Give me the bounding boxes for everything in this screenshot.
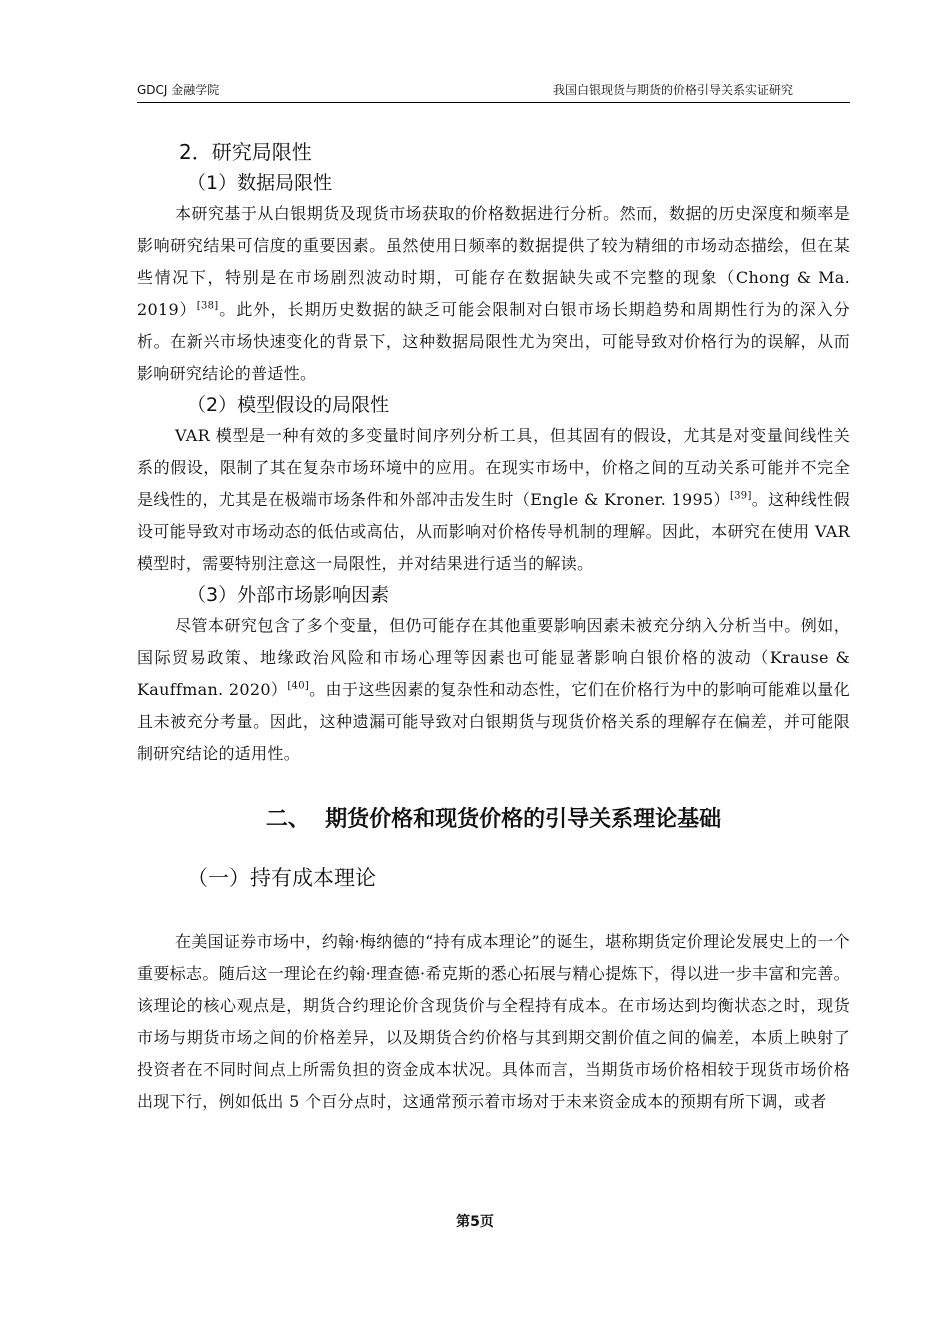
citation-38: [38]	[196, 300, 219, 312]
page-body	[137, 132, 850, 1118]
page-header	[137, 78, 850, 103]
citation-40: [40]	[287, 680, 310, 692]
paragraph-data-limitations: 本研究基于从白银期货及现货市场获取的价格数据进行分析。然而，数据的历史深度和频率是影响研究结果可信度的重要因素。虽然使用日频率的数据提供了较为精细的市场动态描绘，但在某些情况下，特别是在市场剧烈波动时期，可能存在数据缺失或不完整的现象（Chong & Ma. 2019）[38]。此外，长期历史数据的缺乏可能会限制对白银市场长期趋势和周期性行为的深入分析。在新兴市场快速变化的背景下，这种数据局限性尤为突出，可能导致对价格行为的误解，从而影响研究结论的普适性。	[137, 204, 851, 383]
chapter-title: 二、 期货价格和现货价格的引导关系理论基础	[265, 807, 722, 832]
header-institution: GDCJ 金融学院	[137, 83, 220, 97]
section-heading-limitations: 2．研究局限性	[179, 140, 312, 164]
subheading-external-factors: （3）外部市场影响因素	[187, 584, 390, 606]
paragraph-external-factors: 尽管本研究包含了多个变量，但仍可能存在其他重要影响因素未被充分纳入分析当中。例如，国际贸易政策、地缘政治风险和市场心理等因素也可能显著影响白银价格的波动（Krause & Kauffman. 2020）[40]。由于这些因素的复杂性和动态性，它们在价格行为中的影响可能难以量化且未被充分考量。因此，这种遗漏可能导致对白银期货与现货价格关系的理解存在偏差，并可能限制研究结论的适用性。	[137, 616, 850, 763]
paragraph-model-assumptions: VAR 模型是一种有效的多变量时间序列分析工具，但其固有的假设，尤其是对变量间线性关系的假设，限制了其在复杂市场环境中的应用。在现实市场中，价格之间的互动关系可能并不完全是线性的，尤其是在极端市场条件和外部冲击发生时（Engle & Kroner. 1995）[39]。这种线性假设可能导致对市场动态的低估或高估，从而影响对价格传导机制的理解。因此，本研究在使用 VAR 模型时，需要特别注意这一局限性，并对结果进行适当的解读。	[137, 426, 850, 573]
page-number: 第5页	[456, 1214, 494, 1230]
citation-39: [39]	[729, 490, 752, 502]
subheading-data-limitations: （1）数据局限性	[187, 172, 333, 194]
paragraph-cost-of-carry: 在美国证券市场中，约翰·梅纳德的“持有成本理论”的诞生，堪称期货定价理论发展史上的一个重要标志。随后这一理论在约翰·理查德·希克斯的悉心拓展与精心提炼下，得以进一步丰富和完善。该理论的核心观点是，期货合约理论价含现货价与全程持有成本。在市场达到均衡状态之时，现货市场与期货市场之间的价格差异，以及期货合约价格与其到期交割价值之间的偏差，本质上映射了投资者在不同时间点上所需负担的资金成本状况。具体而言，当期货市场价格相较于现货市场价格出现下行，例如低出 5 个百分点时，这通常预示着市场对于未来资金成本的预期有所下调，或者	[137, 932, 850, 1111]
header-thesis-title: 我国白银现货与期货的价格引导关系实证研究	[552, 83, 793, 97]
subheading-model-assumptions: （2）模型假设的局限性	[187, 394, 390, 416]
section-title-cost-of-carry: （一）持有成本理论	[187, 866, 376, 890]
